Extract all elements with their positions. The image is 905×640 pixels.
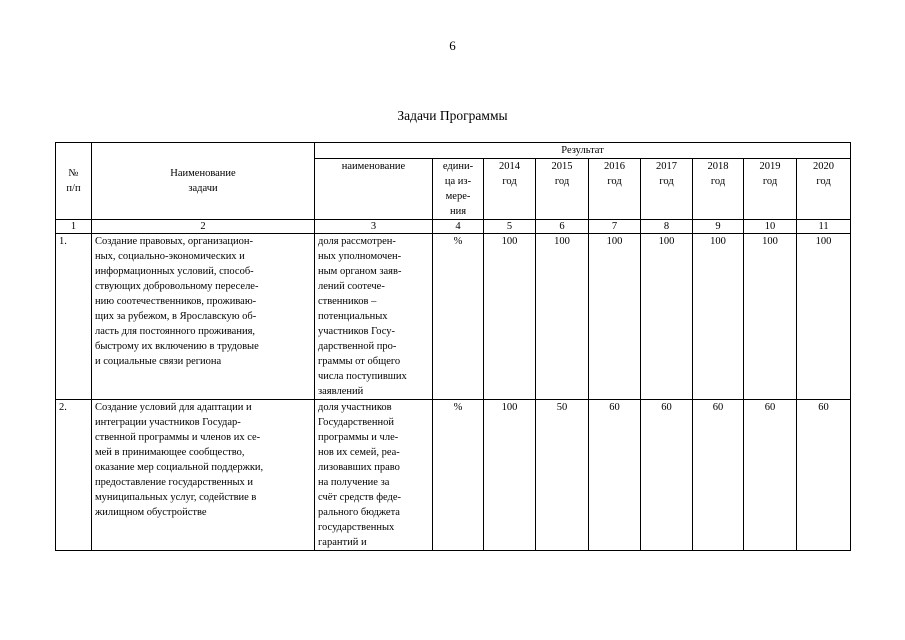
header-year-number: 2018 (707, 161, 729, 172)
indicator-line: на получение за (318, 477, 390, 488)
indicator-line: рального бюджета (318, 507, 400, 518)
indicator-line: ных уполномочен- (318, 251, 402, 262)
value-2018: 100 (693, 234, 744, 400)
indicator-line: доля участников (318, 402, 392, 413)
value-2017: 100 (641, 234, 693, 400)
task-name (92, 234, 315, 400)
header-task-name: Наименование задачи (92, 143, 315, 220)
header-year (536, 159, 589, 220)
header-year-number: 2015 (551, 161, 573, 172)
task-line: информационных условий, способ- (95, 266, 254, 277)
task-line: ственной программы и членов их се- (95, 432, 261, 443)
header-year-word: год (816, 176, 831, 187)
document-title: Задачи Программы (397, 108, 508, 123)
column-index: 9 (693, 220, 744, 234)
column-index: 1 (56, 220, 92, 234)
header-num: № п/п (56, 143, 92, 220)
row-number: 1. (56, 234, 92, 400)
header-year-number: 2014 (499, 161, 520, 172)
task-line: ных, социально-экономических и (95, 251, 245, 262)
header-year-word: год (502, 176, 517, 187)
table-row (56, 234, 851, 400)
task-line: ствующих добровольному переселе- (95, 281, 259, 292)
header-year-number: 2016 (604, 161, 625, 172)
column-index: 3 (315, 220, 433, 234)
unit: % (433, 234, 484, 400)
value-2017: 60 (641, 400, 693, 551)
header-year (589, 159, 641, 220)
task-line: интеграции участников Государ- (95, 417, 241, 428)
value-2016: 60 (589, 400, 641, 551)
column-index: 7 (589, 220, 641, 234)
task-line: предоставление государственных и (95, 477, 254, 488)
task-line: ласть для постоянного проживания, (95, 326, 256, 337)
value-2020: 100 (797, 234, 851, 400)
header-indicator-name: наименование (315, 159, 433, 220)
indicator-line: числа поступивших (318, 371, 407, 382)
indicator-line: граммы от общего (318, 356, 401, 367)
header-year (484, 159, 536, 220)
header-year-word: год (659, 176, 674, 187)
header-unit (433, 159, 484, 220)
header-year (744, 159, 797, 220)
value-2019: 60 (744, 400, 797, 551)
header-year-number: 2017 (656, 161, 677, 172)
indicator-line: нов их семей, реа- (318, 447, 400, 458)
header-year (797, 159, 851, 220)
indicator-line: ственников – (318, 296, 377, 307)
page-number: 6 (449, 38, 456, 53)
indicator-line: участников Госу- (318, 326, 396, 337)
header-unit-line: мере- (445, 191, 471, 202)
header-year-word: год (762, 176, 778, 187)
row-number: 2. (56, 400, 92, 551)
header-result: Результат (315, 143, 851, 159)
task-line: щих за рубежом, в Ярославскую об- (95, 311, 257, 322)
indicator-name (315, 400, 433, 551)
column-index-row (56, 220, 851, 234)
unit: % (433, 400, 484, 551)
header-year (641, 159, 693, 220)
task-line: Создание правовых, организацион- (95, 236, 254, 247)
task-line: быстрому их включению в трудовые (95, 341, 259, 352)
tasks-table (55, 142, 851, 551)
value-2015: 50 (536, 400, 589, 551)
indicator-line: дарственной про- (318, 341, 397, 352)
indicator-line: гарантий и (318, 537, 367, 548)
header-year-word: год (607, 176, 622, 187)
task-line: жилищном обустройстве (95, 507, 207, 518)
column-index: 5 (484, 220, 536, 234)
task-line: нию соотечественников, проживаю- (95, 296, 257, 307)
table-row (56, 400, 851, 551)
header-year-number: 2019 (759, 161, 781, 172)
value-2014: 100 (484, 234, 536, 400)
indicator-name (315, 234, 433, 400)
header-year-word: год (710, 176, 726, 187)
value-2015: 100 (536, 234, 589, 400)
task-line: оказание мер социальной поддержки, (95, 462, 264, 473)
header-year (693, 159, 744, 220)
indicator-line: Государственной (318, 417, 394, 428)
header-year-number: 2020 (813, 161, 835, 172)
value-2014: 100 (484, 400, 536, 551)
task-line: мей в принимающее сообщество, (95, 447, 245, 458)
value-2018: 60 (693, 400, 744, 551)
header-unit-line: едини- (442, 161, 474, 172)
indicator-line: лений соотече- (318, 281, 385, 292)
column-index: 2 (92, 220, 315, 234)
task-line: муниципальных услуг, содействие в (95, 492, 257, 503)
header-unit-line: ца из- (444, 176, 472, 187)
value-2016: 100 (589, 234, 641, 400)
task-line: Создание условий для адаптации и (95, 402, 252, 413)
column-index: 4 (433, 220, 484, 234)
indicator-line: ным органом заяв- (318, 266, 402, 277)
task-line: и социальные связи региона (95, 356, 222, 367)
header-year-word: год (554, 176, 570, 187)
value-2020: 60 (797, 400, 851, 551)
indicator-line: государственных (318, 522, 395, 533)
indicator-line: программы и чле- (318, 432, 399, 443)
column-index: 6 (536, 220, 589, 234)
indicator-line: потенциальных (318, 311, 388, 322)
column-index: 10 (744, 220, 797, 234)
header-unit-line: ния (449, 206, 467, 217)
indicator-line: доля рассмотрен- (318, 236, 396, 247)
column-index: 11 (797, 220, 851, 234)
value-2019: 100 (744, 234, 797, 400)
indicator-line: лизовавших право (318, 462, 400, 473)
indicator-line: счёт средств феде- (318, 492, 402, 503)
task-name (92, 400, 315, 551)
column-index: 8 (641, 220, 693, 234)
indicator-line: заявлений (318, 386, 364, 397)
